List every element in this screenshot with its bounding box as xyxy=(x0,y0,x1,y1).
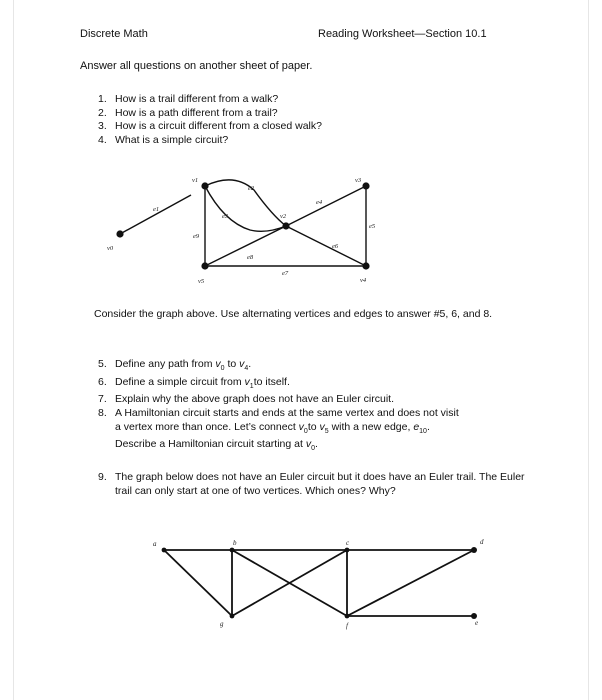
graph-2-diagram xyxy=(14,530,588,630)
label-v5: v5 xyxy=(198,278,205,285)
questions-1-4 xyxy=(98,93,518,147)
label-e3: e3 xyxy=(222,213,229,220)
label-g: g xyxy=(220,620,224,628)
label-v2: v2 xyxy=(280,213,287,220)
instructions: Answer all questions on another sheet of paper. xyxy=(80,60,313,72)
edge-e4 xyxy=(286,186,366,226)
question-4: 4. What is a simple circuit? xyxy=(98,133,229,146)
label-e4: e4 xyxy=(316,199,323,206)
question-2: 2. How is a path different from a trail? xyxy=(98,106,278,119)
edge-e6 xyxy=(286,226,366,266)
edge-d-f xyxy=(347,550,474,616)
label-e5: e5 xyxy=(369,223,376,230)
label-e9: e9 xyxy=(193,233,200,240)
label-e: e xyxy=(475,619,479,627)
label-e1: e1 xyxy=(153,206,160,213)
question-1: 1. How is a trail different from a walk? xyxy=(98,93,279,105)
label-d: d xyxy=(480,538,484,546)
vertex-v1 xyxy=(201,182,208,189)
label-v1: v1 xyxy=(192,177,199,184)
vertex-d xyxy=(471,547,477,553)
vertex-v4 xyxy=(362,262,369,269)
question-7: 7. Explain why the above graph does not have an Euler circuit. xyxy=(98,393,395,406)
label-e6: e6 xyxy=(332,243,339,250)
edge-a-g xyxy=(164,550,232,616)
vertex-a xyxy=(162,548,167,553)
label-v4: v4 xyxy=(360,277,367,284)
vertex-f xyxy=(345,614,350,619)
label-v3: v3 xyxy=(355,177,362,184)
edge-e3 xyxy=(205,186,286,231)
label-c: c xyxy=(346,539,350,547)
vertex-g xyxy=(230,614,235,619)
label-a: a xyxy=(153,540,157,548)
label-v0: v0 xyxy=(107,245,114,252)
vertex-c xyxy=(345,548,350,553)
question-9: 9. The graph below does not have an Euler circuit but it does have an Euler trail. The Euler trail can only start at one of two vertices. Which ones? Why? xyxy=(98,471,525,497)
vertex-v0 xyxy=(116,230,123,237)
label-e8: e8 xyxy=(247,254,254,261)
question-6: 6. Define a simple circuit from $v_1to$ itself. xyxy=(98,375,290,390)
label-e7: e7 xyxy=(282,270,289,277)
question-3: 3. How is a circuit different from a closed walk? xyxy=(98,120,322,133)
worksheet-title: Reading Worksheet—Section 10.1 xyxy=(318,28,487,40)
worksheet-page xyxy=(14,0,588,700)
label-b: b xyxy=(233,539,237,547)
vertex-b xyxy=(230,548,235,553)
label-e2: e2 xyxy=(248,185,255,192)
edge-e2 xyxy=(205,180,286,226)
course-title: Discrete Math xyxy=(80,28,148,40)
question-5: 5. Define any path from $v_0$ to $v_4$. xyxy=(98,358,252,373)
vertex-v5 xyxy=(201,262,208,269)
vertex-v3 xyxy=(362,182,369,189)
edge-e8 xyxy=(205,226,286,266)
question-9-list xyxy=(98,471,528,498)
label-f: f xyxy=(346,622,348,630)
graph-instruction: Consider the graph above. Use alternating vertices and edges to answer #5, 6, and 8. xyxy=(94,308,493,320)
question-8: 8. A Hamiltonian circuit starts and ends at the same vertex and does not visit a vertex more than once. Let’s connect $v_0to$ $v_5$ with a new edge, $e_{10}$. Describe a Hamiltonian circuit starting at $v_0$. xyxy=(98,406,459,453)
edge-e1 xyxy=(120,195,191,234)
questions-5-8 xyxy=(98,358,528,456)
graph-1-diagram xyxy=(14,160,588,295)
vertex-v2 xyxy=(282,222,289,229)
